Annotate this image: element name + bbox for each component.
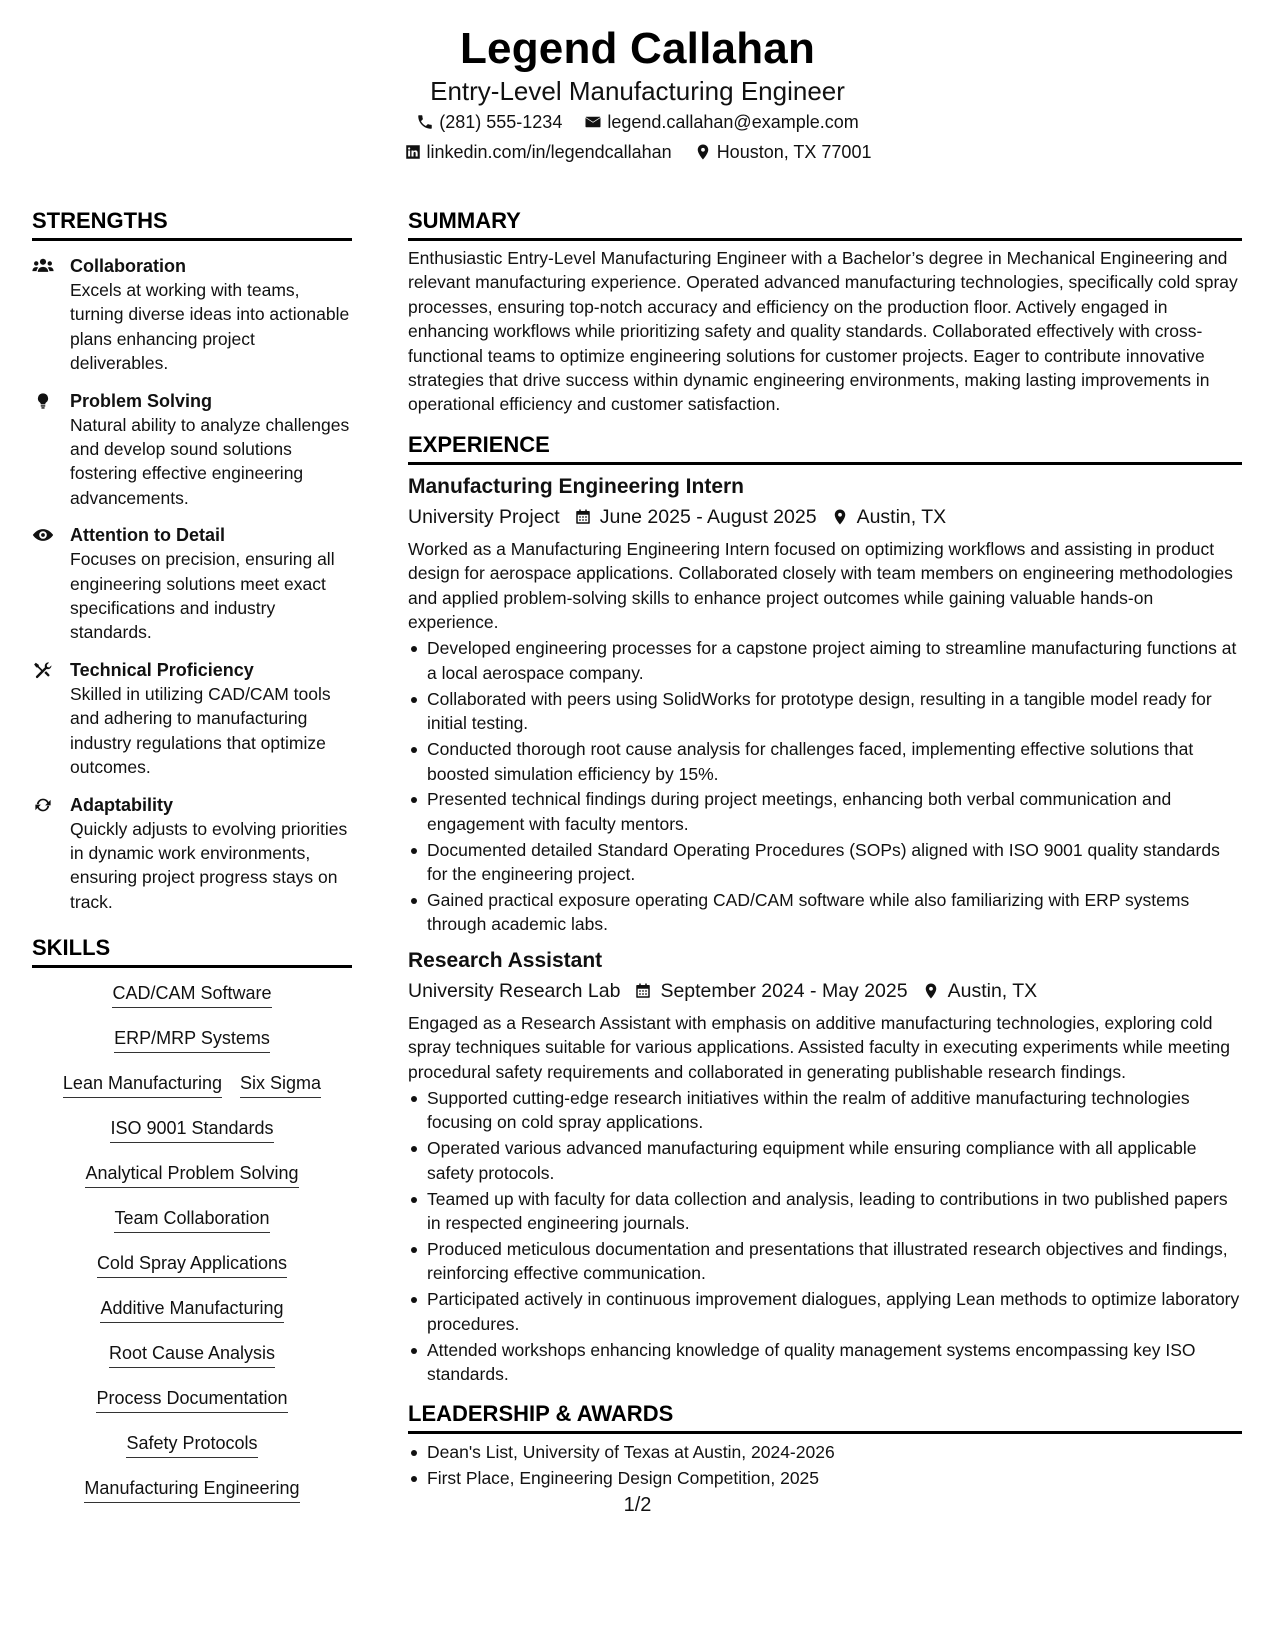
list-item: Collaborated with peers using SolidWorks for prototype design, resulting in a tangible model ready for initial testing. (408, 687, 1242, 736)
contact-row-1 (0, 107, 1275, 137)
list-item: Documented detailed Standard Operating Procedures (SOPs) aligned with ISO 9001 quality standards for the engineering project. (408, 838, 1242, 887)
strength-title: Collaboration (70, 256, 186, 276)
job-meta (408, 502, 1242, 532)
skill-tag: ERP/MRP Systems (114, 1025, 270, 1053)
skill-tag: Root Cause Analysis (109, 1340, 275, 1368)
skill-tag: Process Documentation (96, 1385, 287, 1413)
job-dates: June 2025 - August 2025 (599, 505, 817, 528)
list-item: Presented technical findings during project meetings, enhancing both verbal communication and engagement with faculty mentors. (408, 787, 1242, 836)
linkedin-url[interactable]: linkedin.com/in/legendcallahan (426, 142, 672, 162)
list-item: Supported cutting-edge research initiatives within the realm of additive manufacturing technologies focusing on cold spray applications. (408, 1086, 1242, 1135)
list-item: Operated various advanced manufacturing equipment while ensuring compliance with all applicable safety protocols. (408, 1136, 1242, 1185)
page-number: 1/2 (623, 1494, 652, 1516)
skill-tag: Cold Spray Applications (97, 1250, 287, 1278)
map-pin-icon (831, 508, 849, 526)
strength-item (32, 389, 352, 511)
skill-tag: Six Sigma (240, 1070, 321, 1098)
strength-item (32, 658, 352, 780)
skills-heading: SKILLS (32, 934, 352, 968)
skill-tag: ISO 9001 Standards (110, 1115, 273, 1143)
skill-tag: Team Collaboration (114, 1205, 269, 1233)
eye-icon (32, 526, 54, 544)
list-item: Gained practical exposure operating CAD/CAM software while also familiarizing with ERP systems through academic labs. (408, 888, 1242, 937)
skill-tag: Analytical Problem Solving (85, 1160, 298, 1188)
skill-tag: Additive Manufacturing (100, 1295, 283, 1323)
job-dates: September 2024 - May 2025 (660, 979, 908, 1002)
strength-title: Attention to Detail (70, 525, 225, 546)
linkedin-icon (404, 143, 422, 161)
job-location: Austin, TX (947, 979, 1038, 1002)
location-text: Houston, TX 77001 (716, 142, 872, 162)
job-location: Austin, TX (856, 505, 947, 528)
candidate-name: Legend Callahan (459, 24, 816, 73)
linkedin-contact[interactable] (404, 137, 672, 167)
list-item: Produced meticulous documentation and presentations that illustrated research objectives and findings, reinforcing effective communication. (408, 1237, 1242, 1286)
job-bullets (408, 636, 1242, 936)
job-org: University Project (408, 505, 560, 528)
strengths-heading: STRENGTHS (32, 207, 352, 241)
skill-tag: Manufacturing Engineering (84, 1475, 299, 1503)
strength-title: Adaptability (70, 794, 174, 815)
phone-icon (416, 113, 434, 131)
skill-tag: Safety Protocols (126, 1430, 257, 1458)
skill-tag: Lean Manufacturing (63, 1070, 222, 1098)
strength-desc: Quickly adjusts to evolving priorities in dynamic work environments, ensuring project progress stays on track. (70, 818, 348, 912)
strength-item (32, 523, 352, 645)
strength-item (32, 793, 352, 915)
email-address[interactable]: legend.callahan@example.com (607, 112, 859, 132)
strength-title: Problem Solving (70, 390, 213, 411)
skills-list (32, 980, 352, 1520)
resume-header (0, 24, 1275, 167)
right-column (408, 207, 1242, 1492)
experience-heading: EXPERIENCE (408, 431, 1242, 465)
calendar-icon (574, 508, 592, 526)
job-title: Manufacturing Engineering Intern (408, 474, 745, 498)
job-description: Worked as a Manufacturing Engineering Intern focused on optimizing workflows and assisting in product design for aerospace applications. Collaborated closely with team members on engineering methodologies and applied problem-solving skills to enhance project outcomes while gaining valuable hands-on experience. (408, 538, 1233, 633)
lightbulb-icon (32, 392, 54, 410)
summary-heading: SUMMARY (408, 207, 1242, 241)
calendar-icon (634, 982, 652, 1000)
refresh-icon (32, 796, 54, 814)
job-entry (408, 473, 1242, 937)
phone-contact (416, 107, 562, 137)
job-entry (408, 947, 1242, 1387)
awards-heading: LEADERSHIP & AWARDS (408, 1400, 1242, 1434)
map-pin-icon (922, 982, 940, 1000)
location-contact (694, 137, 872, 167)
candidate-role: Entry-Level Manufacturing Engineer (430, 76, 845, 106)
strength-title: Technical Proficiency (70, 659, 254, 680)
job-description: Engaged as a Research Assistant with emphasis on additive manufacturing technologies, exploring cold spray techniques suitable for various applications. Assisted faculty in executing experiments while meeting procedural safety requirements and collaborated in generating publishable research findings. (408, 1012, 1230, 1082)
job-meta (408, 976, 1242, 1006)
list-item: Participated actively in continuous improvement dialogues, applying Lean methods to optimize laboratory procedures. (408, 1287, 1242, 1336)
skill-tag: CAD/CAM Software (112, 980, 271, 1008)
strength-desc: Excels at working with teams, turning diverse ideas into actionable plans enhancing project deliverables. (70, 280, 350, 374)
list-item: Developed engineering processes for a capstone project aiming to streamline manufacturing functions at a local aerospace company. (408, 636, 1242, 685)
strength-desc: Natural ability to analyze challenges and develop sound solutions fostering effective engineering advancements. (70, 414, 350, 508)
strength-item (32, 254, 352, 376)
map-pin-icon (694, 143, 712, 161)
list-item: Attended workshops enhancing knowledge of quality management systems encompassing key ISO standards. (408, 1338, 1242, 1387)
list-item: Teamed up with faculty for data collection and analysis, leading to contributions in two published papers in respected engineering journals. (408, 1187, 1242, 1236)
list-item: Dean's List, University of Texas at Austin, 2024-2026 (408, 1440, 1242, 1464)
awards-list (408, 1440, 1242, 1490)
job-title: Research Assistant (408, 948, 603, 972)
email-contact[interactable] (584, 107, 858, 137)
contact-row-2 (0, 137, 1275, 167)
tools-icon (32, 661, 54, 679)
list-item: Conducted thorough root cause analysis for challenges faced, implementing effective solutions that boosted simulation efficiency by 15%. (408, 737, 1242, 786)
summary-text: Enthusiastic Entry-Level Manufacturing Engineer with a Bachelor’s degree in Mechanical Engineering and relevant manufacturing experience. Operated advanced manufacturing technologies, specifically cold spray processes, ensuring top-notch accuracy and efficiency on the production floor. Actively engaged in enhancing workflows while prioritizing safety and quality standards. Collaborated effectively with cross-functional teams to optimize engineering solutions for customer projects. Eager to contribute innovative strategies that drive success within dynamic engineering environments, making lasting improvements in operational efficiency and customer satisfaction. (408, 248, 1238, 415)
job-bullets (408, 1086, 1242, 1386)
envelope-icon (584, 113, 602, 131)
users-icon (32, 257, 54, 275)
strength-desc: Skilled in utilizing CAD/CAM tools and adhering to manufacturing industry regulations that optimize outcomes. (70, 683, 331, 778)
left-column (32, 207, 352, 1520)
strength-desc: Focuses on precision, ensuring all engineering solutions meet exact specifications and industry standards. (70, 549, 335, 643)
list-item: First Place, Engineering Design Competition, 2025 (408, 1466, 1242, 1490)
phone-number: (281) 555-1234 (439, 112, 563, 132)
job-org: University Research Lab (408, 979, 621, 1002)
